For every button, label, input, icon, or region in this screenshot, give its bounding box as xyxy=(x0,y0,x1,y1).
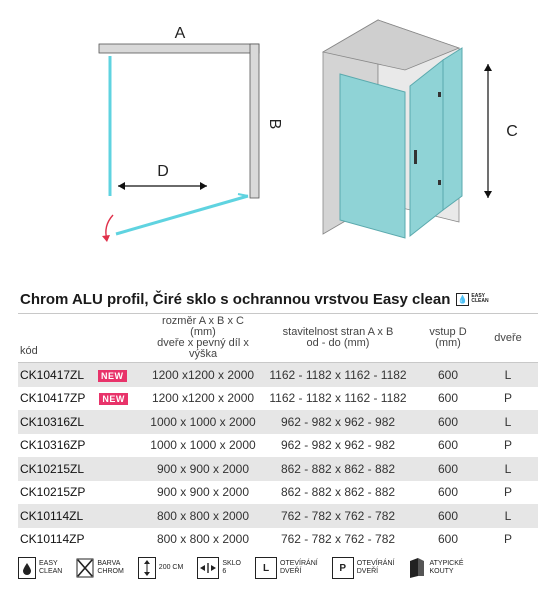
dimension-cell: 1200 x1200 x 2000 xyxy=(151,367,255,382)
door-side-cell: L xyxy=(504,367,512,382)
dimension-cell: 1000 x 1000 x 2000 xyxy=(150,414,256,429)
dimension-cell: 1000 x 1000 x 2000 xyxy=(150,438,256,453)
easy-clean-badge xyxy=(456,293,488,306)
door-side-cell: P xyxy=(503,485,512,500)
door-side-cell: L xyxy=(504,461,512,476)
entry-width-cell: 600 xyxy=(437,532,459,547)
door-side-cell: L xyxy=(504,414,512,429)
table-row xyxy=(18,457,538,481)
entry-width-cell: 600 xyxy=(437,508,459,523)
adjustability-cell: 762 - 782 x 762 - 782 xyxy=(280,532,396,547)
adjustability-cell: 1162 - 1182 x 1162 - 1182 xyxy=(269,391,407,406)
adjustability-cell: 862 - 882 x 862 - 882 xyxy=(280,485,396,500)
table-row xyxy=(18,481,538,505)
side-panel-glass xyxy=(443,48,462,210)
dimension-cell: 1200 x1200 x 2000 xyxy=(151,391,255,406)
door-right-icon: P xyxy=(332,557,354,579)
product-diagrams xyxy=(0,0,551,280)
adjustability-cell: 1162 - 1182 x 1162 - 1182 xyxy=(269,367,407,382)
entry-width-cell: 600 xyxy=(437,461,459,476)
header-dvere: dveře xyxy=(478,314,538,363)
product-code: CK10417ZP xyxy=(20,391,86,406)
header-stavitelnost: stavitelnost stran A x B od - do (mm) xyxy=(258,314,418,363)
badge-line2: CLEAN xyxy=(471,298,489,304)
legend-item-chrom: BARVA CHROM xyxy=(76,557,123,579)
adjustability-cell: 962 - 982 x 962 - 982 xyxy=(280,438,396,453)
label-b: B xyxy=(266,118,283,130)
header-rozmer: rozměr A x B x C (mm) dveře x pevný díl x výška xyxy=(148,314,258,363)
spec-table xyxy=(18,313,538,551)
product-code: CK10316ZP xyxy=(20,438,86,453)
door-side-cell: P xyxy=(503,438,512,453)
entry-width-cell: 600 xyxy=(437,414,459,429)
entry-width-cell: 600 xyxy=(437,391,459,406)
product-code: CK10417ZL xyxy=(20,367,85,382)
new-badge: NEW xyxy=(99,393,128,405)
door-side-cell: P xyxy=(503,391,512,406)
water-drop-icon: 💧 xyxy=(457,294,468,304)
header-vstup: vstup D (mm) xyxy=(418,314,478,363)
product-code: CK10215ZP xyxy=(20,485,86,500)
legend-item-sklo: SKLO 6 xyxy=(197,557,241,579)
section-title-row xyxy=(20,288,540,310)
water-drop-icon xyxy=(18,557,36,579)
door-side-cell: P xyxy=(503,532,512,547)
adjustability-cell: 962 - 982 x 962 - 982 xyxy=(280,414,396,429)
glass-thickness-icon xyxy=(197,557,219,579)
plan-wall-right xyxy=(250,44,259,198)
product-code: CK10215ZL xyxy=(20,461,85,476)
fixed-panel-glass xyxy=(340,74,405,238)
product-code: CK10114ZL xyxy=(20,508,84,523)
new-badge: NEW xyxy=(98,370,127,382)
height-arrow-icon xyxy=(138,557,156,579)
dimension-cell: 800 x 800 x 2000 xyxy=(156,532,250,547)
atypical-corner-icon xyxy=(408,557,426,579)
chrome-frame-icon xyxy=(76,557,94,579)
label-d: D xyxy=(157,163,169,180)
legend-item-easy-clean: EASY CLEAN xyxy=(18,557,62,579)
entry-width-cell: 600 xyxy=(437,438,459,453)
dimension-cell: 900 x 900 x 2000 xyxy=(156,485,250,500)
product-code: CK10316ZL xyxy=(20,414,85,429)
badge-line1: EASY xyxy=(471,293,486,299)
section-title: Chrom ALU profil, Čiré sklo s ochrannou vrstvou Easy clean xyxy=(20,290,451,308)
table-row xyxy=(18,504,538,528)
label-a: A xyxy=(174,25,186,42)
table-row xyxy=(18,363,538,387)
legend-item-door-left: L OTEVÍRÁNÍ DVEŘÍ xyxy=(255,557,318,579)
isometric-view xyxy=(323,20,518,238)
table-header xyxy=(18,314,538,363)
plan-door-glass xyxy=(116,196,248,234)
table-row xyxy=(18,410,538,434)
entry-width-cell: 600 xyxy=(437,485,459,500)
door-side-cell: L xyxy=(504,508,512,523)
legend-item-door-right: P OTEVÍRÁNÍ DVEŘÍ xyxy=(332,557,395,579)
header-kod: kód xyxy=(18,314,148,363)
legend-item-height: 200 CM xyxy=(138,557,184,579)
table-row xyxy=(18,434,538,458)
product-code: CK10114ZP xyxy=(20,532,85,547)
dimension-cell: 900 x 900 x 2000 xyxy=(156,461,250,476)
table-row xyxy=(18,387,538,411)
label-c: C xyxy=(506,123,518,140)
door-left-icon: L xyxy=(255,557,277,579)
dimension-cell: 800 x 800 x 2000 xyxy=(156,508,250,523)
legend-item-atypical: ATYPICKÉ KOUTY xyxy=(408,557,463,579)
entry-width-cell: 600 xyxy=(437,367,459,382)
legend xyxy=(18,548,538,588)
plan-view xyxy=(99,25,283,242)
plan-wall-top xyxy=(99,44,259,53)
adjustability-cell: 862 - 882 x 862 - 882 xyxy=(280,461,396,476)
door-panel-glass xyxy=(410,60,443,236)
adjustability-cell: 762 - 782 x 762 - 782 xyxy=(280,508,396,523)
